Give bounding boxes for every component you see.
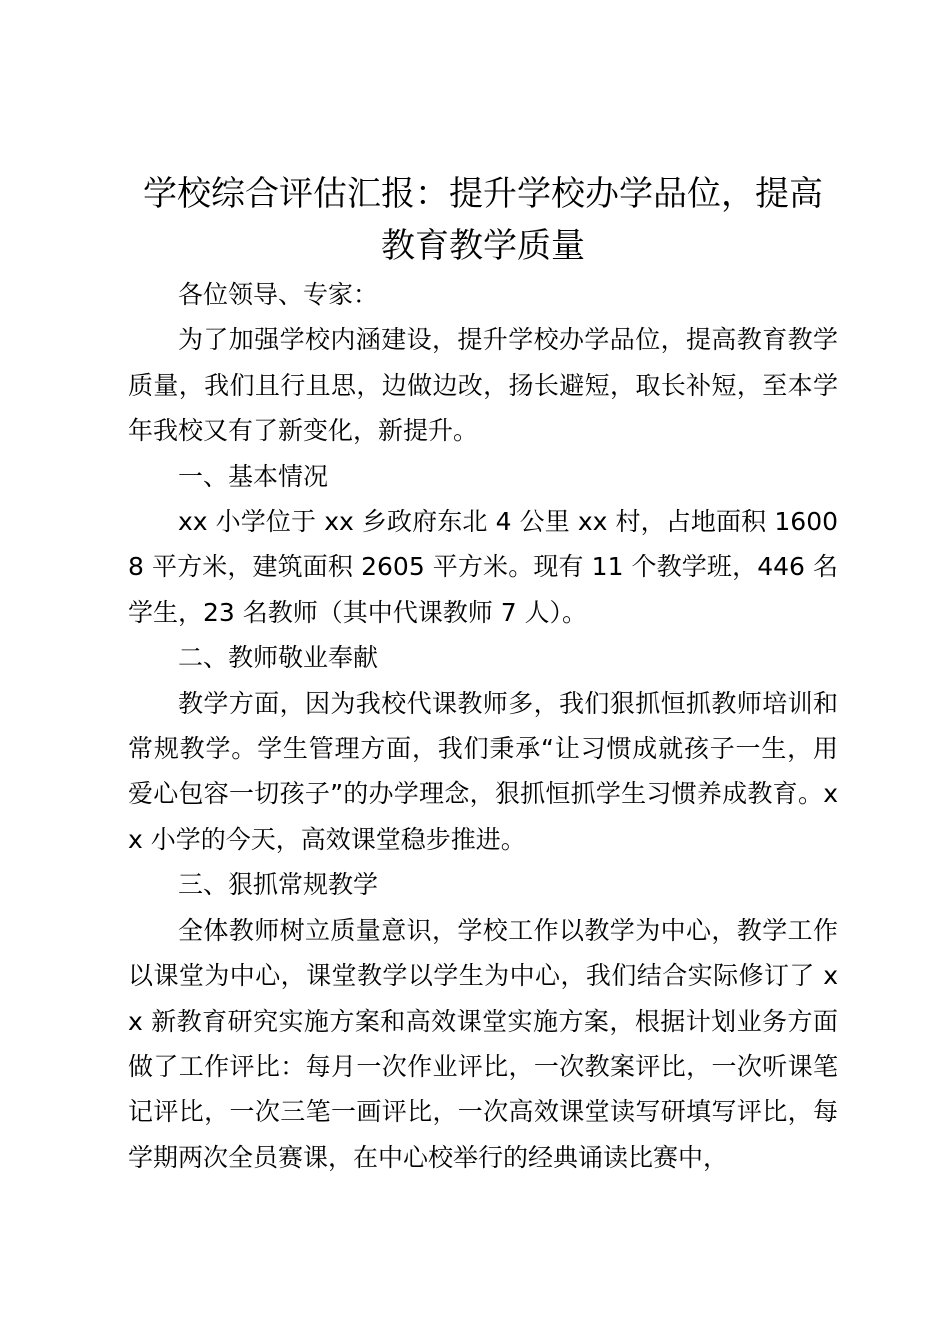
section-heading-routine-teaching: 三、狠抓常规教学: [178, 870, 379, 900]
section-body-teacher-dedication: 教学方面，因为我校代课教师多，我们狠抓恒抓教师培训和常规教学。学生管理方面，我们秉承“让习惯成就孩子一生，用爱心包容一切孩子”的办学理念，狠抓恒抓学生习惯养成教育。xx 小学的今天，高效课堂稳步推进。: [128, 688, 838, 854]
section-body-basic-info: xx 小学位于 xx 乡政府东北 4 公里 xx 村，占地面积 16008 平方米，建筑面积 2605 平方米。现有 11 个教学班，446 名学生，23 名教师（其中代课教师 7 人）。: [128, 507, 838, 627]
intro-paragraph: 为了加强学校内涵建设，提升学校办学品位，提高教育教学质量，我们且行且思，边做边改，扬长避短，取长补短，至本学年我校又有了新变化，新提升。: [128, 325, 838, 446]
section-heading-basic-info: 一、基本情况: [178, 461, 329, 491]
document-page: [128, 168, 838, 1180]
document-title: 学校综合评估汇报：提升学校办学品位，提高教育教学质量: [143, 174, 823, 266]
section-heading-teacher-dedication: 二、教师敬业奉献: [178, 643, 379, 673]
section-body-routine-teaching: 全体教师树立质量意识，学校工作以教学为中心，教学工作以课堂为中心，课堂教学以学生为中心，我们结合实际修订了 xx 新教育研究实施方案和高效课堂实施方案，根据计划业务方面做了工作评比：每月一次作业评比，一次教案评比，一次听课笔记评比，一次三笔一画评比，一次高效课堂读写研填写评比，每学期两次全员赛课，在中心校举行的经典诵读比赛中，: [128, 915, 838, 1172]
greeting: 各位领导、专家：: [178, 280, 379, 309]
